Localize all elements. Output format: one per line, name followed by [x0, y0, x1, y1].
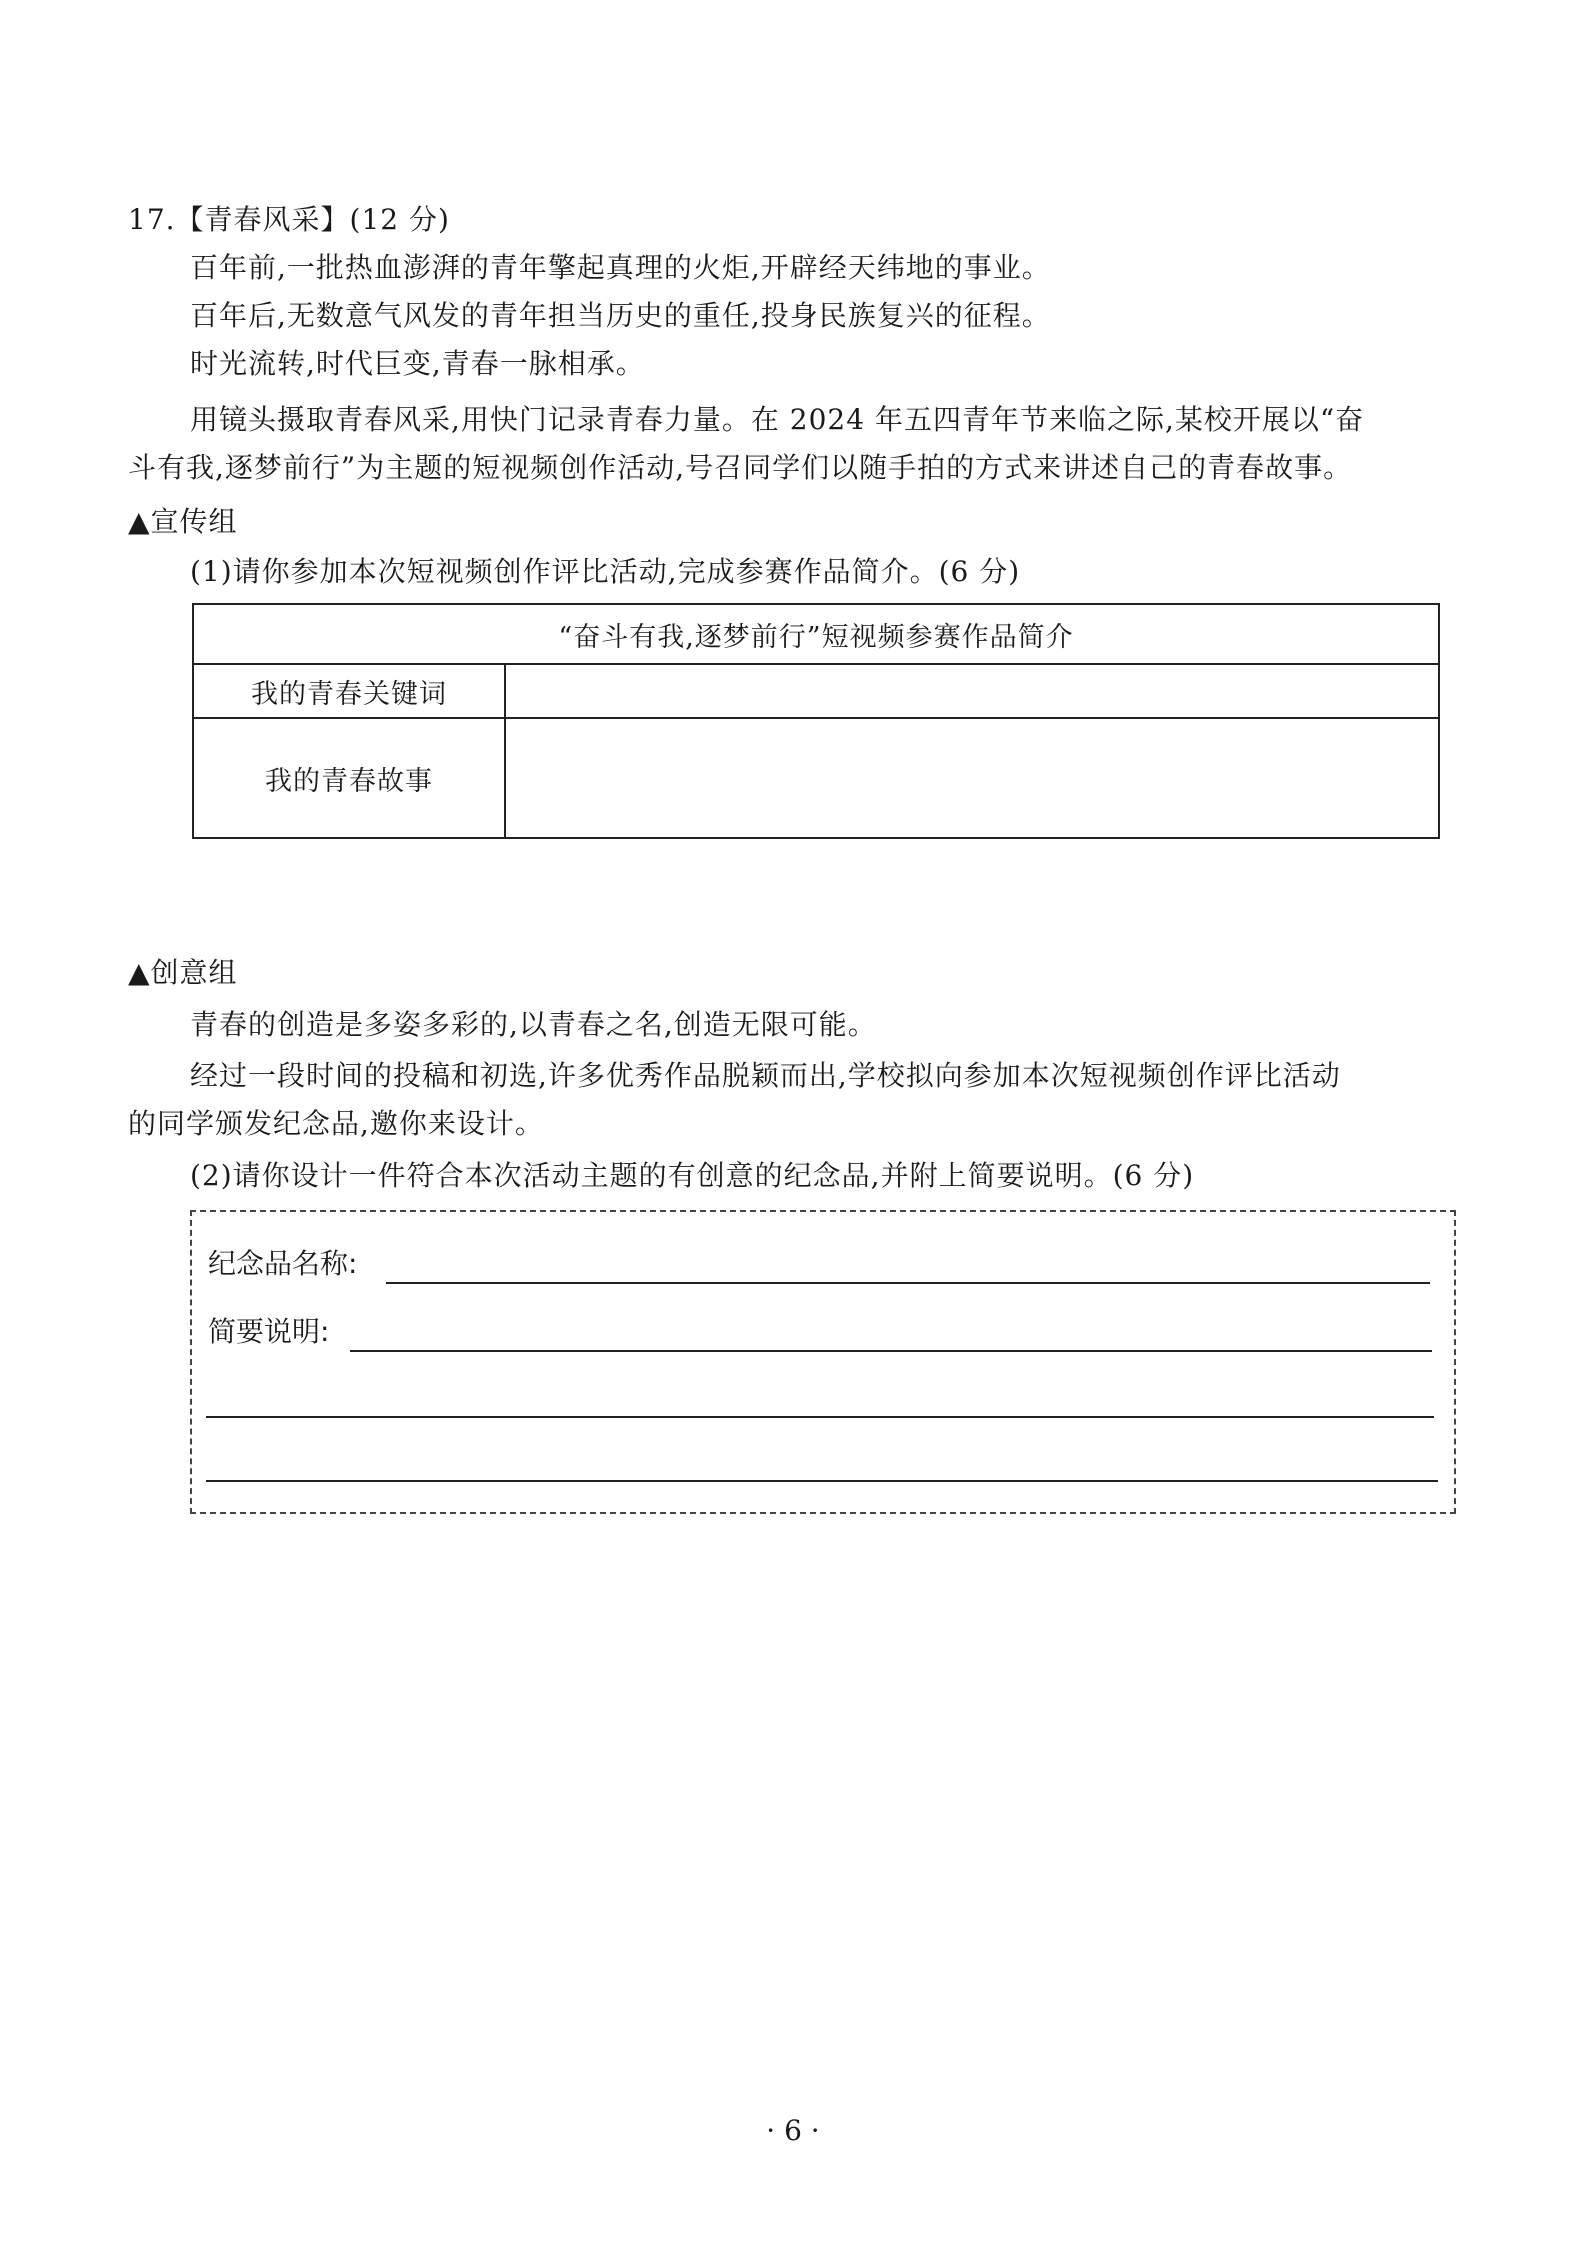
creative-paragraph-2: 经过一段时间的投稿和初选,许多优秀作品脱颖而出,学校拟向参加本次短视频创作评比活动: [190, 1059, 1341, 1092]
table-header: “奋斗有我,逐梦前行”短视频参赛作品简介: [193, 604, 1439, 664]
section-heading-publicity: ▲宣传组: [128, 505, 238, 538]
creative-paragraph-3: 的同学颁发纪念品,邀你来设计。: [128, 1107, 544, 1140]
intro-line-4: 用镜头摄取青春风采,用快门记录青春力量。在 2024 年五四青年节来临之际,某校开展以“奋: [190, 403, 1365, 436]
intro-line-3: 时光流转,时代巨变,青春一脉相承。: [190, 347, 645, 380]
souvenir-design-box: [190, 1210, 1456, 1514]
entry-summary-table: [192, 603, 1440, 839]
description-label: 简要说明:: [208, 1315, 330, 1348]
story-answer-cell[interactable]: [505, 718, 1439, 838]
section-heading-creative: ▲创意组: [128, 956, 238, 989]
intro-line-1: 百年前,一批热血澎湃的青年擎起真理的火炬,开辟经天纬地的事业。: [190, 251, 1051, 284]
description-line-1[interactable]: [350, 1350, 1432, 1352]
description-line-2[interactable]: [206, 1416, 1434, 1418]
page-number: · 6 ·: [766, 2114, 820, 2147]
keyword-answer-cell[interactable]: [505, 664, 1439, 718]
story-label: 我的青春故事: [193, 718, 505, 838]
intro-line-5: 斗有我,逐梦前行”为主题的短视频创作活动,号召同学们以随手拍的方式来讲述自己的青春故事。: [128, 451, 1353, 484]
task-1-prompt: (1)请你参加本次短视频创作评比活动,完成参赛作品简介。(6 分): [190, 555, 1021, 588]
creative-paragraph-1: 青春的创造是多姿多彩的,以青春之名,创造无限可能。: [190, 1008, 877, 1041]
intro-line-2: 百年后,无数意气风发的青年担当历史的重任,投身民族复兴的征程。: [190, 299, 1051, 332]
question-title: 17.【青春风采】(12 分): [128, 203, 450, 236]
souvenir-name-line[interactable]: [386, 1282, 1430, 1284]
keyword-label: 我的青春关键词: [193, 664, 505, 718]
description-line-3[interactable]: [206, 1480, 1438, 1482]
task-2-prompt: (2)请你设计一件符合本次活动主题的有创意的纪念品,并附上简要说明。(6 分): [190, 1159, 1195, 1192]
souvenir-name-label: 纪念品名称:: [208, 1247, 358, 1280]
